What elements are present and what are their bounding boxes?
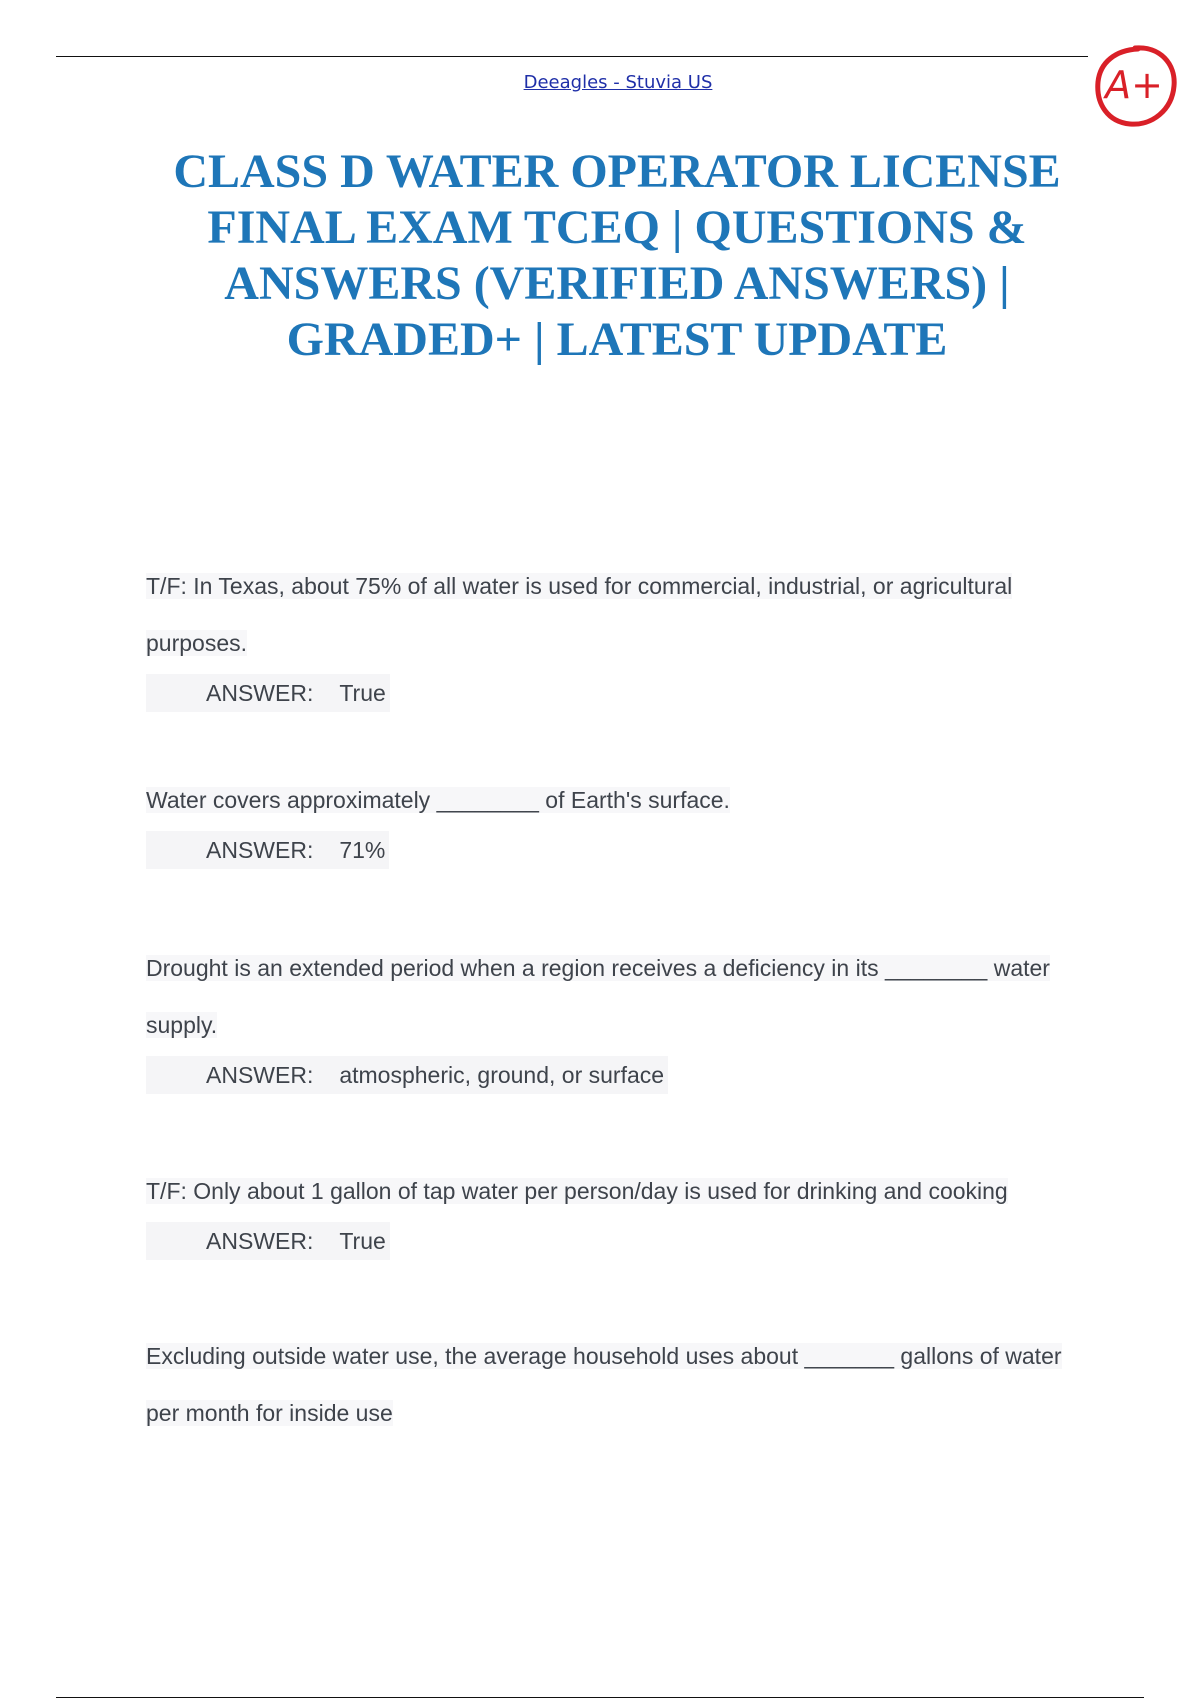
qa-item xyxy=(146,772,1066,869)
qa-item xyxy=(146,558,1066,712)
answer-line xyxy=(146,831,389,869)
header-rule xyxy=(56,56,1088,57)
a-plus-badge-icon xyxy=(1090,40,1180,130)
qa-item xyxy=(146,1163,1066,1260)
qa-item xyxy=(146,940,1066,1094)
answer-line xyxy=(146,1222,390,1260)
answer-label: ANSWER: xyxy=(206,1228,314,1254)
answer-line xyxy=(146,674,390,712)
answer-label: ANSWER: xyxy=(206,680,314,706)
source-link[interactable]: Deeagles - Stuvia US xyxy=(523,72,713,93)
footer-rule xyxy=(56,1697,1144,1698)
answer-value: 71% xyxy=(339,837,386,863)
answer-value: atmospheric, ground, or surface xyxy=(339,1062,665,1088)
question-text: Excluding outside water use, the average household uses about _______ gallons of water per month for inside use xyxy=(146,1343,1062,1426)
answer-value: True xyxy=(339,680,386,706)
answer-label: ANSWER: xyxy=(206,837,314,863)
document-title: CLASS D WATER OPERATOR LICENSE FINAL EXAM TCEQ | QUESTIONS & ANSWERS (VERIFIED ANSWERS) | GRADED+ | LATEST UPDATE xyxy=(173,145,1061,366)
question-text: Drought is an extended period when a region receives a deficiency in its ________ water supply. xyxy=(146,955,1050,1038)
question-text: T/F: In Texas, about 75% of all water is used for commercial, industrial, or agricultural purposes. xyxy=(146,573,1013,656)
svg-text:A+: A+ xyxy=(1105,63,1163,107)
question-text: Water covers approximately ________ of Earth's surface. xyxy=(146,787,730,813)
answer-value: True xyxy=(339,1228,386,1254)
answer-label: ANSWER: xyxy=(206,1062,314,1088)
answer-line xyxy=(146,1056,668,1094)
question-text: T/F: Only about 1 gallon of tap water per person/day is used for drinking and cooking xyxy=(146,1178,1008,1204)
qa-item xyxy=(146,1328,1066,1442)
